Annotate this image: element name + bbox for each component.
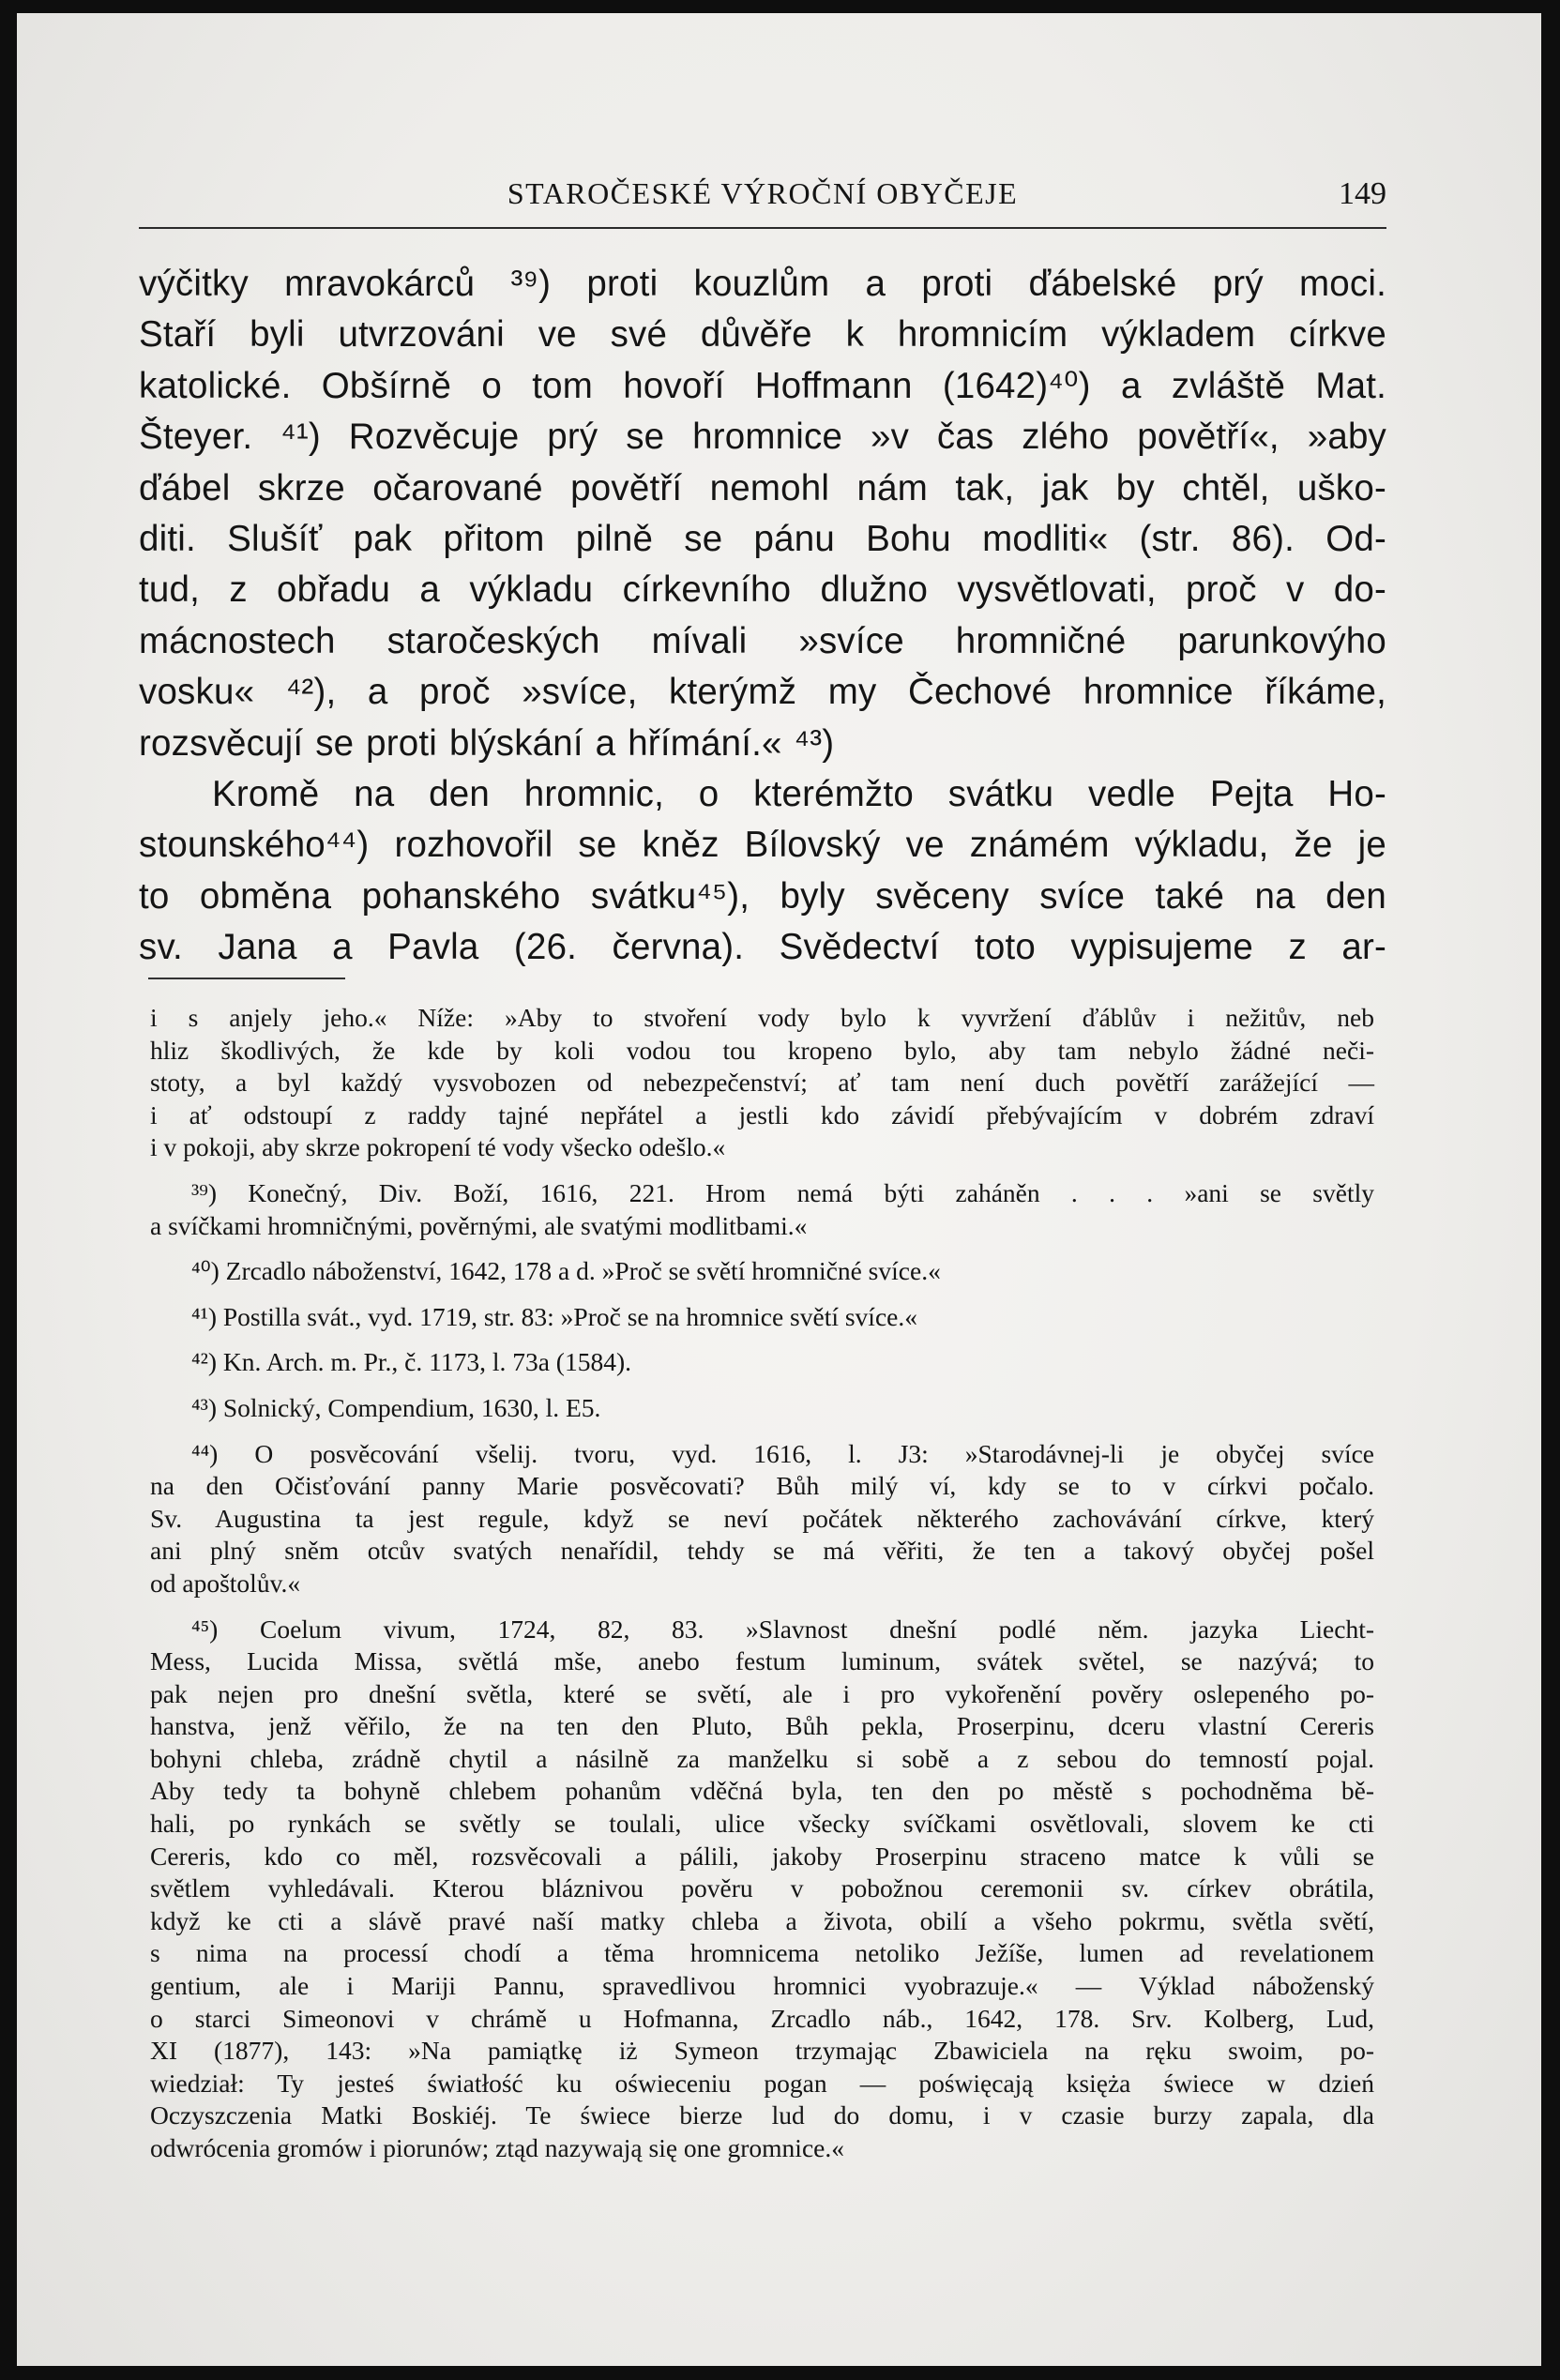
footnote-line: Cereris, kdo co měl, rozsvěcovali a pálili, jakoby Proserpinu straceno matce k vůli se xyxy=(150,1841,1374,1871)
footnote-line: ⁴¹) Postilla svát., vyd. 1719, str. 83: »Proč se na hromnice světí svíce.« xyxy=(191,1301,917,1331)
main-text xyxy=(139,259,1386,974)
footnote-line: Aby tedy ta bohyně chlebem pohanům vděčná byla, ten den po městě s pochodněma bě- xyxy=(150,1776,1374,1806)
footnote-line: ⁴²) Kn. Arch. m. Pr., č. 1173, l. 73a (1584). xyxy=(191,1347,631,1377)
footnote-45 xyxy=(150,1614,1374,2165)
footnote-line: od apoštolův.« xyxy=(150,1568,301,1598)
footnote-line: hanstva, jenž věřilo, že na ten den Pluto, Bůh pekla, Proserpinu, dceru vlastní Cereris xyxy=(150,1711,1374,1741)
footnote-line: pak nejen pro dnešní světla, které se světí, ale i pro vykořenění pověry oslepeného po- xyxy=(150,1678,1374,1708)
text-line: to obměna pohanského svátku⁴⁵), byly svěceny svíce také na den xyxy=(139,875,1386,917)
running-title: STAROČESKÉ VÝROČNÍ OBYČEJE xyxy=(507,176,1019,210)
text-line: výčitky mravokárců ³⁹) proti kouzlům a proti ďábelské prý moci. xyxy=(139,264,1386,304)
footnote-line: bohyni chleba, zrádně chytil a násilně za manželku si sobě a z sebou do temností pojal. xyxy=(150,1743,1374,1773)
footnote-line: XI (1877), 143: »Na pamiątkę iż Symeon trzymając Zbawiciela na ręku swoim, po- xyxy=(150,2036,1374,2066)
footnote-line: i v pokoji, aby skrze pokropení té vody všecko odešlo.« xyxy=(150,1132,726,1162)
footnote-39 xyxy=(150,1177,1374,1242)
footnote-line: světlem vyhledávali. Kterou bláznivou pověru v pobožnou ceremonii sv. církev obrátila, xyxy=(150,1873,1374,1903)
page-header xyxy=(139,163,1386,220)
footnote-line: hliz škodlivých, že kde by koli vodou tou kropeno bylo, aby tam nebylo žádné neči- xyxy=(150,1035,1374,1065)
footnote-line: hali, po rynkách se světly se toulali, ulice všecky svíčkami osvětlovali, slovem ke cti xyxy=(150,1809,1374,1839)
paragraph-start-line: Kromě na den hromnic, o kterémžto svátku vedle Pejta Ho- xyxy=(212,774,1386,815)
page-number: 149 xyxy=(1339,176,1386,211)
text-line: rozsvěcují se proti blýskání a hřímání.« ⁴³) xyxy=(139,722,835,764)
footnote-line: na den Očisťování panny Marie posvěcovati? Bůh milý ví, kdy se to v církvi počalo. xyxy=(150,1471,1374,1501)
text-line: tud, z obřadu a výkladu církevního dlužno vysvětlovati, proč v do- xyxy=(139,569,1386,611)
footnote-line: gentium, ale i Mariji Pannu, spravedlivou hromnici vyobrazuje.« — Výklad náboženský xyxy=(150,1971,1374,2001)
footnotes xyxy=(150,1002,1374,2165)
footnote-line: ³⁹) Konečný, Div. Boží, 1616, 221. Hrom nemá býti zaháněn . . . »ani se světly xyxy=(191,1177,1374,1207)
footnote-line: Sv. Augustina ta jest regule, když se neví počátek některého zachovávání církve, který xyxy=(150,1503,1374,1533)
footnote-line: Oczyszczenia Matki Boskiéj. Te świece bierze lud do domu, i v czasie burzy zapala, dla xyxy=(150,2100,1374,2130)
footnote-41 xyxy=(150,1301,1374,1334)
footnote-line: ⁴³) Solnický, Compendium, 1630, l. E5. xyxy=(191,1392,601,1422)
header-rule xyxy=(139,227,1386,229)
footnote-44 xyxy=(150,1438,1374,1600)
footnote-43 xyxy=(150,1392,1374,1425)
footnote-line: i ať odstoupí z raddy tajné nepřátel a jestli kdo závidí přebývajícím v dobrém zdraví xyxy=(150,1099,1374,1129)
text-line: mácnostech staročeských mívali »svíce hromničné parunkovýho xyxy=(139,620,1386,661)
text-line: sv. Jana a Pavla (26. června). Svědectví toto vypisujeme z ar- xyxy=(139,927,1386,968)
footnote-line: a svíčkami hromničnými, pověrnými, ale svatými modlitbami.« xyxy=(150,1210,808,1240)
book-page xyxy=(17,13,1541,2366)
footnote-line: i s anjely jeho.« Níže: »Aby to stvoření vody bylo k vyvržení ďáblův i nežitův, neb xyxy=(150,1003,1374,1032)
text-line: vosku« ⁴²), a proč »svíce, kterýmž my Čechové hromnice říkáme, xyxy=(139,672,1386,713)
footnote-line: s nima na processí chodí a těma hromnicema netoliko Ježíše, lumen ad revelationem xyxy=(150,1938,1374,1968)
footnote-42 xyxy=(150,1346,1374,1379)
text-line: Staří byli utvrzováni ve své důvěře k hromnicím výkladem církve xyxy=(139,314,1386,356)
footnote-line: Mess, Lucida Missa, světlá mše, anebo festum luminum, svátek světel, se nazývá; to xyxy=(150,1646,1374,1676)
footnote-40 xyxy=(150,1255,1374,1288)
text-line: diti. Slušíť pak přitom pilně se pánu Bohu modliti« (str. 86). Od- xyxy=(139,519,1386,560)
text-line: Šteyer. ⁴¹) Rozvěcuje prý se hromnice »v čas zlého povětří«, »aby xyxy=(139,417,1386,458)
text-line: stounského⁴⁴) rozhovořil se kněz Bílovský ve známém výkladu, že je xyxy=(139,825,1386,866)
footnote-rule xyxy=(148,978,345,979)
footnote-line: ⁴⁵) Coelum vivum, 1724, 82, 83. »Slavnost dnešní podlé něm. jazyka Liecht- xyxy=(191,1614,1374,1644)
footnote-line: ⁴⁰) Zrcadlo náboženství, 1642, 178 a d. »Proč se světí hromničné svíce.« xyxy=(191,1256,941,1286)
footnote-line: o starci Simeonovi v chrámě u Hofmanna, Zrcadlo náb., 1642, 178. Srv. Kolberg, Lud, xyxy=(150,2003,1374,2033)
footnote-line: odwrócenia gromów i piorunów; ztąd nazywają się one gromnice.« xyxy=(150,2133,844,2162)
footnote-line: wiedział: Ty jesteś światłość ku oświeceniu pogan — poświęcają księża świece w dzień xyxy=(150,2068,1374,2098)
footnote-line: když ke cti a slávě pravé naší matky chleba a života, obilí a všeho pokrmu, světla světí, xyxy=(150,1905,1374,1935)
footnote-line: ⁴⁴) O posvěcování všelij. tvoru, vyd. 1616, l. J3: »Starodávnej-li je obyčej svíce xyxy=(191,1438,1374,1468)
footnote-continuation xyxy=(150,1002,1374,1164)
text-line: ďábel skrze očarované povětří nemohl nám tak, jak by chtěl, uško- xyxy=(139,467,1386,508)
footnote-line: stoty, a byl každý vysvobozen od nebezpečenství; ať tam není duch povětří zarážející — xyxy=(150,1068,1374,1098)
footnote-line: ani plný sněm otcův svatých nenařídil, tehdy se má věřiti, že ten a takový obyčej pošel xyxy=(150,1536,1374,1566)
text-line: katolické. Obšírně o tom hovoří Hoffmann (1642)⁴⁰) a zvláště Mat. xyxy=(139,365,1386,406)
